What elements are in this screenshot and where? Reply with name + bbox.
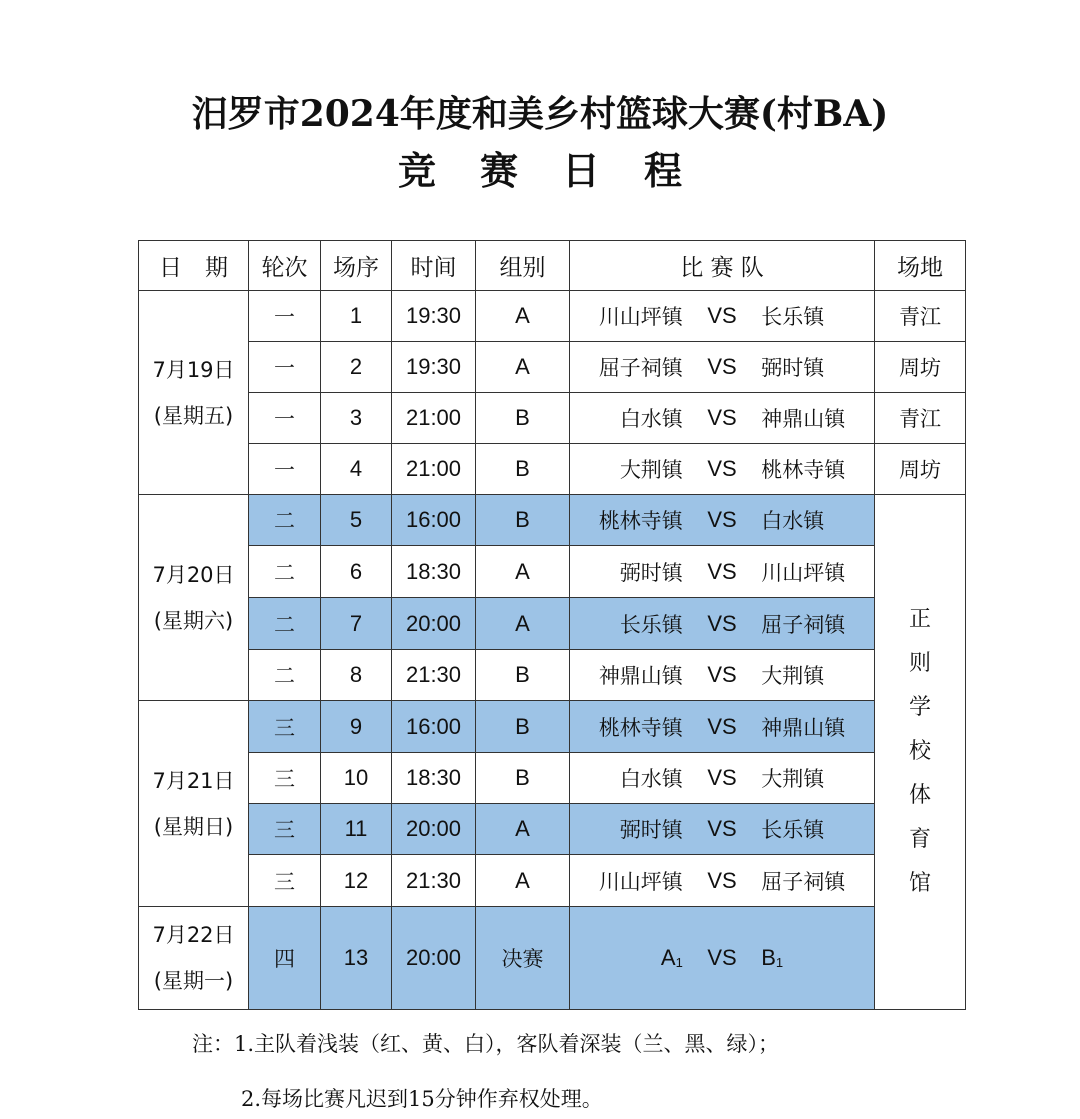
match-number-cell: 3	[321, 393, 392, 444]
main-venue-char: 馆	[908, 871, 931, 896]
home-team-rank: 1	[675, 955, 683, 970]
matchup	[570, 712, 874, 742]
table-row	[139, 291, 966, 342]
away-team: 屈子祠镇	[761, 612, 846, 637]
away-team: 白水镇	[761, 509, 825, 533]
home-team: 白水镇	[619, 767, 683, 791]
away-team: 长乐镇	[761, 305, 825, 329]
group-cell: B	[476, 444, 570, 495]
header-time: 时间	[392, 241, 476, 291]
teams-cell	[570, 701, 875, 753]
table-row	[139, 753, 966, 804]
match-number-cell: 7	[321, 598, 392, 650]
header-date: 日 期	[139, 241, 249, 291]
home-team: 屈子祠镇	[598, 356, 683, 380]
matchup	[570, 660, 874, 690]
date-weekday: (星期一)	[153, 969, 234, 993]
time-cell: 16:00	[392, 495, 476, 546]
time-cell: 21:00	[392, 393, 476, 444]
match-number-cell: 11	[321, 804, 392, 855]
venue-cell: 周坊	[875, 342, 966, 393]
match-number-cell: 4	[321, 444, 392, 495]
round-cell: 一	[249, 342, 321, 393]
time-cell: 16:00	[392, 701, 476, 753]
header-round: 轮次	[249, 241, 321, 291]
away-team: 长乐镇	[761, 818, 825, 842]
venue-cell: 周坊	[875, 444, 966, 495]
teams-cell	[570, 804, 875, 855]
table-row	[139, 598, 966, 650]
away-team-label: B	[761, 945, 776, 970]
teams-cell	[570, 495, 875, 546]
time-cell: 20:00	[392, 907, 476, 1010]
round-cell: 三	[249, 855, 321, 907]
teams-cell	[570, 907, 875, 1010]
round-cell: 三	[249, 804, 321, 855]
matchup	[570, 403, 874, 433]
date-cell	[139, 291, 249, 495]
header-group: 组别	[476, 241, 570, 291]
vs-label: VS	[707, 713, 737, 739]
time-cell: 20:00	[392, 804, 476, 855]
teams-cell	[570, 650, 875, 701]
match-number-cell: 5	[321, 495, 392, 546]
time-cell: 21:30	[392, 855, 476, 907]
header-venue: 场地	[875, 241, 966, 291]
time-cell: 19:30	[392, 342, 476, 393]
teams-cell	[570, 393, 875, 444]
round-cell: 一	[249, 393, 321, 444]
home-team: 神鼎山镇	[598, 664, 683, 688]
main-venue-cell	[875, 495, 966, 1010]
vs-label: VS	[707, 610, 737, 636]
table-row	[139, 907, 966, 1010]
table-row	[139, 444, 966, 495]
home-team: 桃林寺镇	[598, 509, 683, 533]
vs-label: VS	[707, 945, 737, 970]
matchup	[570, 505, 874, 535]
group-cell: B	[476, 701, 570, 753]
date-day: 7月21日	[152, 768, 235, 793]
matchup	[570, 866, 874, 896]
vs-label: VS	[707, 867, 737, 893]
teams-cell	[570, 291, 875, 342]
away-team-rank: 1	[775, 955, 784, 970]
group-cell: B	[476, 650, 570, 701]
away-team: 桃林寺镇	[761, 458, 846, 482]
header-teams: 比 赛 队	[570, 241, 875, 291]
home-team: 桃林寺镇	[598, 715, 683, 740]
main-venue-char: 育	[908, 827, 931, 852]
group-cell: A	[476, 342, 570, 393]
table-row	[139, 650, 966, 701]
home-team: 大荆镇	[619, 458, 683, 482]
round-cell: 一	[249, 291, 321, 342]
vs-label: VS	[707, 816, 737, 841]
venue-cell: 青江	[875, 291, 966, 342]
away-team: 屈子祠镇	[761, 869, 846, 894]
vs-label: VS	[707, 405, 737, 430]
time-cell: 18:30	[392, 546, 476, 598]
date-weekday: (星期五)	[153, 403, 234, 428]
table-row	[139, 804, 966, 855]
matchup	[570, 763, 874, 793]
time-cell: 18:30	[392, 753, 476, 804]
date-weekday: (星期六)	[153, 608, 234, 633]
vs-label: VS	[707, 507, 737, 532]
time-cell: 19:30	[392, 291, 476, 342]
match-number-cell: 13	[321, 907, 392, 1010]
match-number-cell: 10	[321, 753, 392, 804]
group-cell: A	[476, 804, 570, 855]
match-number-cell: 1	[321, 291, 392, 342]
home-team-label: A	[660, 945, 676, 970]
round-cell: 一	[249, 444, 321, 495]
group-cell: A	[476, 291, 570, 342]
date-day: 7月19日	[152, 357, 235, 382]
teams-cell	[570, 855, 875, 907]
table-row	[139, 342, 966, 393]
main-venue-char: 校	[908, 739, 931, 764]
match-number-cell: 2	[321, 342, 392, 393]
group-cell: B	[476, 753, 570, 804]
away-team: 大荆镇	[761, 767, 825, 791]
matchup	[570, 454, 874, 484]
home-team: 白水镇	[619, 407, 683, 431]
date-day: 7月20日	[152, 562, 235, 587]
time-cell: 20:00	[392, 598, 476, 650]
vs-label: VS	[707, 456, 737, 481]
match-number-cell: 8	[321, 650, 392, 701]
matchup	[570, 301, 874, 331]
round-cell: 二	[249, 598, 321, 650]
away-team: 神鼎山镇	[761, 715, 846, 740]
round-cell: 三	[249, 753, 321, 804]
matchup	[570, 557, 874, 587]
away-team: 弼时镇	[761, 356, 825, 380]
header-row	[139, 241, 966, 291]
home-team: 弼时镇	[619, 560, 683, 585]
teams-cell	[570, 753, 875, 804]
matchup	[570, 945, 874, 971]
vs-label: VS	[707, 303, 737, 328]
date-cell	[139, 907, 249, 1010]
away-team: 神鼎山镇	[761, 407, 846, 431]
away-team	[761, 945, 874, 971]
table-row	[139, 701, 966, 753]
venue-cell: 青江	[875, 393, 966, 444]
date-cell	[139, 495, 249, 701]
date-cell	[139, 701, 249, 907]
main-venue-char: 正	[908, 607, 931, 632]
round-cell: 二	[249, 495, 321, 546]
date-day: 7月22日	[152, 923, 235, 947]
date-weekday: (星期日)	[153, 814, 234, 839]
group-cell: A	[476, 855, 570, 907]
main-venue-char: 体	[908, 783, 931, 808]
main-venue-char: 则	[908, 651, 931, 676]
teams-cell	[570, 342, 875, 393]
header-match: 场序	[321, 241, 392, 291]
time-cell: 21:00	[392, 444, 476, 495]
round-cell: 四	[249, 907, 321, 1010]
group-cell: A	[476, 546, 570, 598]
away-team: 大荆镇	[761, 664, 825, 688]
vs-label: VS	[707, 558, 737, 584]
teams-cell	[570, 546, 875, 598]
schedule-subtitle: 竞赛日程	[397, 148, 726, 193]
round-cell: 二	[249, 546, 321, 598]
table-row	[139, 495, 966, 546]
group-cell: 决赛	[476, 907, 570, 1010]
group-cell: A	[476, 598, 570, 650]
vs-label: VS	[707, 354, 737, 379]
main-venue-char: 学	[908, 695, 931, 720]
time-cell: 21:30	[392, 650, 476, 701]
table-row	[139, 393, 966, 444]
round-cell: 二	[249, 650, 321, 701]
home-team: 川山坪镇	[598, 869, 683, 894]
table-row	[139, 546, 966, 598]
match-number-cell: 6	[321, 546, 392, 598]
table-row	[139, 855, 966, 907]
teams-cell	[570, 444, 875, 495]
note-1: 注：1.主队着浅装（红、黄、白），客队着深装（兰、黑、绿）；	[192, 1032, 780, 1056]
home-team: 川山坪镇	[598, 305, 683, 329]
matchup	[570, 352, 874, 382]
vs-label: VS	[707, 662, 737, 687]
group-cell: B	[476, 495, 570, 546]
group-cell: B	[476, 393, 570, 444]
match-number-cell: 9	[321, 701, 392, 753]
schedule-table	[138, 240, 966, 1010]
home-team: 弼时镇	[619, 818, 683, 842]
round-cell: 三	[249, 701, 321, 753]
away-team: 川山坪镇	[761, 560, 846, 585]
home-team	[570, 945, 683, 971]
schedule-title: 汨罗市2024年度和美乡村篮球大赛(村BA)	[191, 93, 889, 135]
teams-cell	[570, 598, 875, 650]
vs-label: VS	[707, 765, 737, 790]
home-team: 长乐镇	[619, 612, 683, 637]
matchup	[570, 609, 874, 639]
match-number-cell: 12	[321, 855, 392, 907]
matchup	[570, 814, 874, 844]
note-2: 2.每场比赛凡迟到15分钟作弃权处理。	[241, 1087, 603, 1111]
